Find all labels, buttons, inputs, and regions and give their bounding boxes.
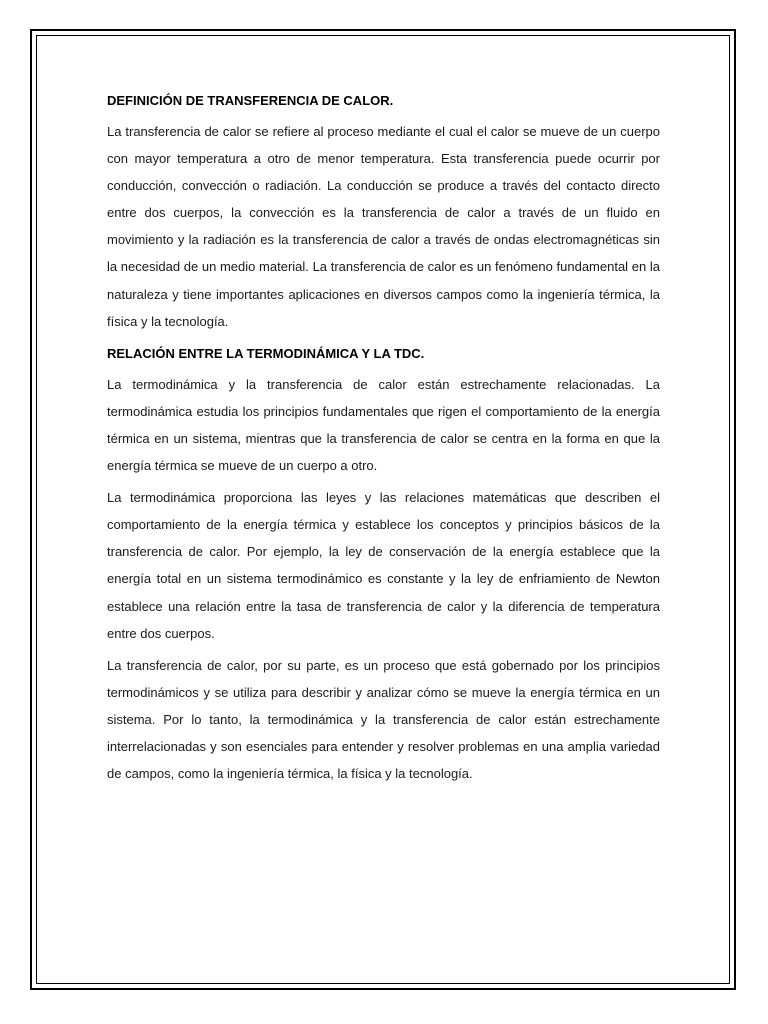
paragraph-relacion-1: La termodinámica y la transferencia de calor están estrechamente relacionadas. La termodinámica estudia los principios fundamentales que rigen el comportamiento de la energía térmica en un sistema, mientras que la transferencia de calor se centra en la forma en que la energía térmica se mueve de un cuerpo a otro. xyxy=(107,376,660,474)
document-body xyxy=(107,87,660,792)
paragraph-relacion-2: La termodinámica proporciona las leyes y las relaciones matemáticas que describen el comportamiento de la energía térmica y establece los conceptos y principios básicos de la transferencia de calor. Por ejemplo, la ley de conservación de la energía establece que la energía total en un sistema termodinámico es constante y la ley de enfriamiento de Newton establece una relación entre la tasa de transferencia de calor y la diferencia de temperatura entre dos cuerpos. xyxy=(107,490,660,641)
section-heading-definicion: DEFINICIÓN DE TRANSFERENCIA DE CALOR. xyxy=(107,93,394,108)
paragraph-relacion-3: La transferencia de calor, por su parte, es un proceso que está gobernado por los principios termodinámicos y se utiliza para describir y analizar cómo se mueve la energía térmica en un sistema. Por lo tanto, la termodinámica y la transferencia de calor están estrechamente interrelacionadas y son esenciales para entender y resolver problemas en una amplia variedad de campos, como la ingeniería térmica, la física y la tecnología. xyxy=(107,657,660,782)
section-heading-relacion: RELACIÓN ENTRE LA TERMODINÁMICA Y LA TDC. xyxy=(107,345,425,361)
paragraph-definicion: La transferencia de calor se refiere al proceso mediante el cual el calor se mueve de un cuerpo con mayor temperatura a otro de menor temperatura. Esta transferencia puede ocurrir por conducción, convección o radiación. La conducción se produce a través del contacto directo entre dos cuerpos, la convección es la transferencia de calor a través de un fluido en movimiento y la radiación es la transferencia de calor a través de ondas electromagnéticas sin la necesidad de un medio material. La transferencia de calor es un fenómeno fundamental en la naturaleza y tiene importantes aplicaciones en diversos campos como la ingeniería térmica, la física y la tecnología. xyxy=(107,124,660,329)
